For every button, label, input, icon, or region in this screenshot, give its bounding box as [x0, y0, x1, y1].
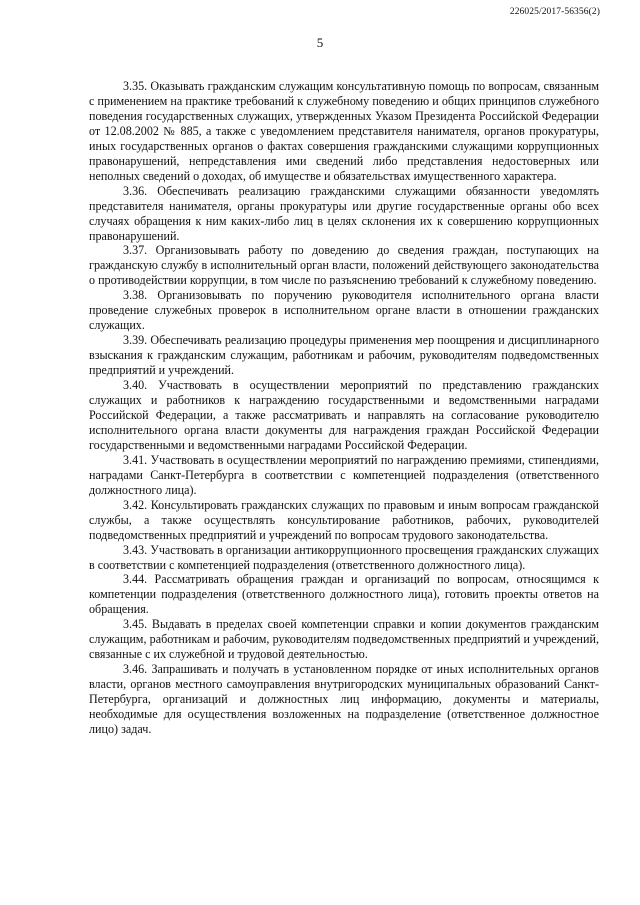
paragraph-3-38: 3.38. Организовывать по поручению руководителя исполнительного органа власти проведение служебных проверок в исполнительном органе власти в отношении гражданских служащих. — [89, 288, 599, 333]
paragraph-3-44: 3.44. Рассматривать обращения граждан и организаций по вопросам, относящимся к компетенции подразделения (ответственного должностного лица), готовить проекты ответов на обращения. — [89, 572, 599, 617]
document-id: 226025/2017-56356(2) — [509, 7, 600, 17]
paragraph-3-35: 3.35. Оказывать гражданским служащим консультативную помощь по вопросам, связанным с применением на практике требований к служебному поведению и общих принципов служебного поведения государственных служащих, утвержденных Указом Президента Российской Федерации от 12.08.2002 № 885, а также с уведомлением представителя нанимателя, органов прокуратуры, иных государственных органов о фактах совершения гражданскими служащими коррупционных правонарушений, непредставления ими сведений либо представления недостоверных или неполных сведений о доходах, об имуществе и обязательствах имущественного характера. — [89, 79, 599, 183]
paragraph-3-39: 3.39. Обеспечивать реализацию процедуры применения мер поощрения и дисциплинарного взыскания к гражданским служащим, работникам и рабочим, руководителям подведомственных предприятий и учреждений. — [89, 333, 599, 378]
page-number: 5 — [316, 35, 324, 50]
paragraph-3-40: 3.40. Участвовать в осуществлении мероприятий по представлению гражданских служащих и работников к награждению государственными и ведомственными наградами Российской Федерации, а также рассматривать и направлять на согласование руководителю исполнительного органа власти документы для награждения граждан Российской Федерации государственными и ведомственными наградами Российской Федерации. — [89, 378, 599, 452]
paragraph-3-41: 3.41. Участвовать в осуществлении мероприятий по награждению премиями, стипендиями, наградами Санкт-Петербурга в соответствии с компетенцией подразделения (ответственного должностного лица). — [89, 452, 599, 497]
paragraph-3-45: 3.45. Выдавать в пределах своей компетенции справки и копии документов гражданским служащим, работникам и рабочим, руководителям подведомственных предприятий и учреждений, связанные с их служебной и трудовой деятельностью. — [89, 617, 599, 662]
paragraph-3-46: 3.46. Запрашивать и получать в установленном порядке от иных исполнительных органов власти, органов местного самоуправления внутригородских муниципальных образований Санкт-Петербурга, организаций и должностных лиц информацию, документы и материалы, необходимые для осуществления возложенных на подразделение (ответственное должностное лицо) задач. — [89, 662, 599, 736]
paragraph-3-37: 3.37. Организовывать работу по доведению до сведения граждан, поступающих на гражданскую службу в исполнительный орган власти, положений действующего законодательства о противодействии коррупции, в том числе по разъяснению требований к служебному поведению. — [89, 243, 599, 288]
paragraph-3-42: 3.42. Консультировать гражданских служащих по правовым и иным вопросам гражданской службы, а также осуществлять консультирование работников, рабочих, руководителей подведомственных предприятий и учреждений по вопросам трудового законодательства. — [89, 497, 599, 542]
paragraph-3-43: 3.43. Участвовать в организации антикоррупционного просвещения гражданских служащих в соответствии с компетенцией подразделения (ответственного должностного лица). — [89, 542, 599, 572]
paragraph-3-36: 3.36. Обеспечивать реализацию гражданскими служащими обязанности уведомлять представителя нанимателя, органы прокуратуры или другие государственные органы обо всех случаях обращения к ним каких-либо лиц в целях склонения их к совершению коррупционных правонарушений. — [89, 183, 599, 243]
document-body — [89, 79, 599, 737]
